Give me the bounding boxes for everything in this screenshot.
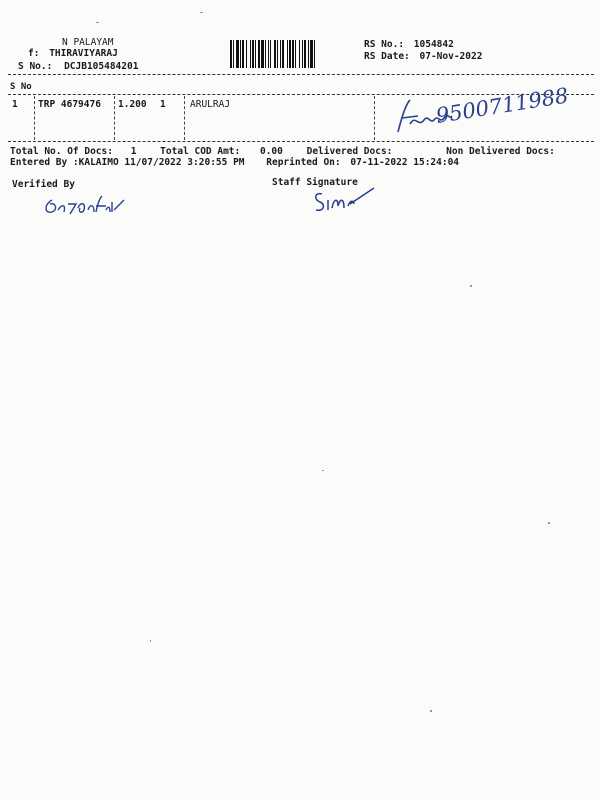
barcode-bar [304, 40, 306, 68]
barcode-bar [265, 40, 266, 68]
barcode-bar [230, 40, 232, 68]
non-delivered-label: Non Delivered Docs: [446, 146, 555, 157]
entered-by-label: Entered By : [10, 157, 79, 168]
summary-line-2 [10, 158, 459, 168]
total-docs-label: Total No. Of Docs: [10, 146, 113, 157]
scan-speck [200, 12, 203, 13]
row-weight: 1.200 [118, 99, 147, 110]
rs-date-value: 07-Nov-2022 [419, 51, 483, 62]
rs-no-line [364, 40, 454, 50]
scan-speck [96, 22, 99, 23]
barcode-bar [252, 40, 254, 68]
barcode-bar [289, 40, 291, 68]
scan-speck [322, 470, 324, 471]
barcode-bar [258, 40, 260, 68]
barcode-bar [308, 40, 309, 68]
scan-speck [150, 640, 151, 642]
reprinted-value: 07-11-2022 15:24:04 [350, 157, 460, 168]
handwritten-phone-number: 9500711988 [434, 83, 570, 128]
barcode-bar [292, 40, 294, 68]
barcode-bar [274, 40, 276, 68]
barcode-bar [299, 40, 300, 68]
barcode-bar [255, 40, 256, 68]
barcode-bar [282, 40, 284, 68]
verified-by-label: Verified By [12, 179, 75, 190]
total-docs-value: 1 [130, 146, 137, 157]
total-cod-label: Total COD Amt: [160, 146, 241, 157]
barcode-bar [310, 40, 313, 68]
from-value: THIRAVIYARAJ [49, 48, 118, 59]
table-bottom-divider [8, 141, 594, 142]
drs-value: DCJB105484201 [64, 61, 139, 72]
barcode-bar [236, 40, 239, 68]
delivered-label: Delivered Docs: [306, 146, 393, 157]
total-cod-value: 0.00 [259, 146, 283, 157]
scan-speck [470, 285, 472, 287]
barcode-bar [280, 40, 281, 68]
reprinted-label: Reprinted On: [266, 157, 341, 168]
row-sno: 1 [12, 99, 18, 110]
barcode-bar [250, 40, 251, 68]
from-label [28, 49, 118, 59]
rs-no-label: RS No.: [364, 39, 405, 50]
entered-by-value: KALAIMO 11/07/2022 3:20:55 PM [78, 157, 245, 168]
row-consignee: ARULRAJ [190, 99, 231, 110]
column-divider [34, 96, 35, 140]
row-pieces: 1 [160, 99, 166, 110]
barcode-bar [240, 40, 241, 68]
barcode-bar [302, 40, 303, 68]
barcode-bar [314, 40, 315, 68]
scan-speck [548, 522, 550, 524]
rs-date-line [364, 52, 482, 62]
staff-signature-label: Staff Signature [272, 177, 358, 188]
location-text: N PALAYAM [62, 37, 114, 48]
barcode-bar [287, 40, 288, 68]
barcode-image [230, 40, 355, 68]
barcode-bar [233, 40, 234, 68]
verifier-signature [40, 190, 140, 220]
staff-signature [308, 178, 388, 218]
drs-number-line [18, 62, 138, 72]
rs-date-label: RS Date: [364, 51, 410, 62]
summary-line-1 [10, 147, 555, 157]
drs-label: S No.: [18, 61, 53, 72]
rs-no-value: 1054842 [413, 39, 454, 50]
column-header-sno: S No [10, 82, 32, 92]
barcode-bar [268, 40, 269, 68]
column-divider [114, 96, 115, 140]
barcode-bar [261, 40, 264, 68]
from-prefix: f: [28, 48, 40, 59]
barcode-bar [242, 40, 244, 68]
column-divider [184, 96, 185, 140]
barcode-bar [277, 40, 278, 68]
column-divider [374, 96, 375, 140]
barcode-bar [246, 40, 247, 68]
row-doc-no: TRP 4679476 [38, 99, 101, 110]
header-divider [8, 74, 594, 75]
barcode-bar [295, 40, 296, 68]
barcode-bar [270, 40, 271, 68]
scan-speck [430, 710, 432, 712]
